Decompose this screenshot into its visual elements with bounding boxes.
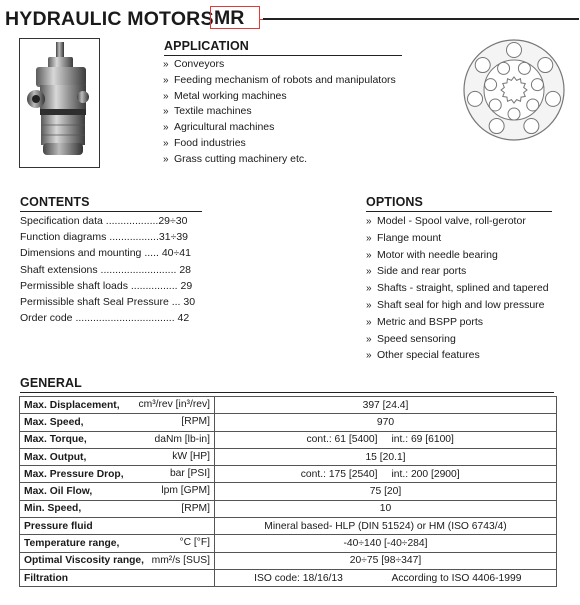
table-row — [20, 483, 557, 500]
list-item: » Shafts - straight, splined and tapered — [366, 280, 549, 297]
param-value-int: int.: 200 [2900] — [391, 468, 460, 480]
table-row — [20, 397, 557, 414]
general-specs-table — [19, 396, 557, 587]
param-name: Max. Oil Flow, — [24, 486, 93, 498]
param-unit: [RPM] — [181, 502, 210, 514]
roller — [489, 99, 501, 111]
list-item: » Metric and BSPP ports — [366, 314, 549, 331]
param-unit: daNm [lb-in] — [154, 433, 210, 445]
table-row — [20, 466, 557, 483]
list-item: » Agricultural machines — [163, 120, 396, 136]
contents-item[interactable]: Shaft extensions .......................... 28 — [20, 263, 191, 276]
bullet-icon: » — [163, 153, 169, 165]
param-value-cont: cont.: 61 [5400] — [306, 434, 378, 446]
param-unit: cm³/rev [in³/rev] — [138, 399, 210, 410]
param-value-standard: According to ISO 4406-1999 — [391, 572, 522, 584]
roller — [518, 62, 530, 74]
bullet-icon: » — [366, 299, 372, 311]
param-value-iso: ISO code: 18/16/13 — [254, 572, 343, 584]
options-heading: OPTIONS — [366, 195, 423, 209]
param-name: Pressure fluid — [24, 520, 93, 532]
contents-item[interactable]: Order code .................................. 42 — [20, 312, 190, 325]
bullet-icon: » — [163, 137, 169, 149]
param-value: -40÷140 [-40÷284] — [215, 535, 557, 552]
application-list — [163, 57, 396, 168]
bolt-hole — [489, 119, 504, 134]
list-item: » Metal working machines — [163, 89, 396, 105]
list-item: » Conveyors — [163, 57, 396, 73]
param-name: Max. Output, — [24, 451, 87, 463]
param-value-int: int.: 69 [6100] — [391, 434, 454, 446]
table-row — [20, 414, 557, 431]
options-list — [366, 213, 549, 364]
bullet-icon: » — [366, 216, 372, 227]
roller — [531, 79, 543, 91]
contents-heading: CONTENTS — [20, 195, 90, 209]
contents-item[interactable]: Permissible shaft loads ................ 29 — [20, 279, 193, 292]
param-name: Max. Speed, — [24, 416, 84, 428]
param-value: 397 [24.4] — [215, 397, 557, 414]
general-heading: GENERAL — [20, 376, 82, 390]
list-item: » Feeding mechanism of robots and manipulators — [163, 73, 396, 89]
contents-item[interactable]: Function diagrams .................31÷39 — [20, 231, 189, 244]
bullet-icon: » — [366, 266, 372, 278]
table-row — [20, 518, 557, 535]
list-item: » Textile machines — [163, 104, 396, 120]
param-name: Max. Pressure Drop, — [24, 468, 124, 480]
list-item: » Motor with needle bearing — [366, 247, 549, 264]
bullet-icon: » — [366, 316, 372, 328]
param-value-cont: cont.: 175 [2540] — [300, 468, 378, 480]
contents-item[interactable]: Specification data ..................29÷30 — [20, 215, 188, 227]
param-name: Temperature range, — [24, 538, 120, 550]
bullet-icon: » — [366, 249, 372, 261]
param-value: 970 — [215, 414, 557, 431]
page-title: HYDRAULIC MOTORS — [5, 8, 214, 30]
bolt-hole — [524, 119, 539, 134]
list-item: » Grass cutting machinery etc. — [163, 152, 396, 168]
bolt-hole — [507, 43, 522, 58]
page-header — [5, 6, 575, 32]
param-unit: kW [HP] — [172, 450, 210, 462]
bullet-icon: » — [366, 333, 372, 345]
roller — [485, 79, 497, 91]
bullet-icon: » — [163, 90, 169, 102]
bolt-hole — [475, 58, 490, 73]
param-unit: °C [°F] — [179, 537, 210, 549]
param-name: Optimal Viscosity range, — [24, 555, 144, 567]
motor-illustration — [20, 39, 99, 167]
param-value: 10 — [215, 500, 557, 517]
bolt-hole — [468, 91, 483, 106]
table-row — [20, 535, 557, 552]
application-rule — [164, 55, 402, 56]
param-name: Max. Torque, — [24, 434, 87, 446]
bullet-icon: » — [163, 106, 169, 118]
param-value: 75 [20] — [215, 483, 557, 500]
param-name: Filtration — [24, 572, 69, 584]
bolt-hole — [545, 91, 560, 106]
bolt-hole — [538, 58, 553, 73]
list-item: » Side and rear ports — [366, 263, 549, 280]
param-name: Max. Displacement, — [24, 399, 120, 411]
gerotor-diagram-icon — [462, 38, 566, 142]
param-value: 15 [20.1] — [215, 448, 557, 465]
model-badge[interactable]: MR — [210, 6, 260, 29]
table-row — [20, 500, 557, 517]
param-name: Min. Speed, — [24, 503, 82, 515]
bullet-icon: » — [366, 283, 372, 295]
table-row — [20, 552, 557, 569]
param-unit: bar [PSI] — [169, 468, 210, 480]
header-rule — [263, 18, 579, 20]
hydraulic-motor-photo-icon — [19, 38, 100, 168]
contents-list — [20, 213, 200, 326]
general-rule — [20, 392, 554, 393]
param-value: 20÷75 [98÷347] — [215, 552, 557, 569]
param-unit: [RPM] — [181, 416, 210, 428]
contents-item[interactable]: Permissible shaft Seal Pressure ... 30 — [20, 295, 196, 308]
bullet-icon: » — [366, 350, 372, 362]
roller — [498, 62, 510, 74]
bullet-icon: » — [163, 59, 169, 70]
list-item: » Flange mount — [366, 230, 549, 247]
roller — [527, 99, 539, 111]
param-unit: mm²/s [SUS] — [151, 554, 210, 566]
roller — [508, 108, 520, 120]
param-value: Mineral based- HLP (DIN 51524) or HM (ISO 6743/4) — [215, 518, 557, 535]
list-item: » Shaft seal for high and low pressure — [366, 297, 549, 314]
table-row — [20, 448, 557, 465]
application-heading: APPLICATION — [164, 39, 249, 53]
list-item: » Speed sensoring — [366, 331, 549, 348]
list-item: » Model - Spool valve, roll-gerotor — [366, 213, 549, 230]
contents-rule — [20, 211, 202, 212]
options-rule — [366, 211, 552, 212]
bullet-icon: » — [163, 122, 169, 134]
bullet-icon: » — [366, 232, 372, 244]
list-item: » Food industries — [163, 136, 396, 152]
param-unit: lpm [GPM] — [161, 485, 210, 497]
table-row — [20, 431, 557, 448]
table-row — [20, 569, 557, 586]
bullet-icon: » — [163, 74, 169, 86]
contents-item[interactable]: Dimensions and mounting ..... 40÷41 — [20, 247, 191, 260]
list-item: » Other special features — [366, 347, 549, 364]
